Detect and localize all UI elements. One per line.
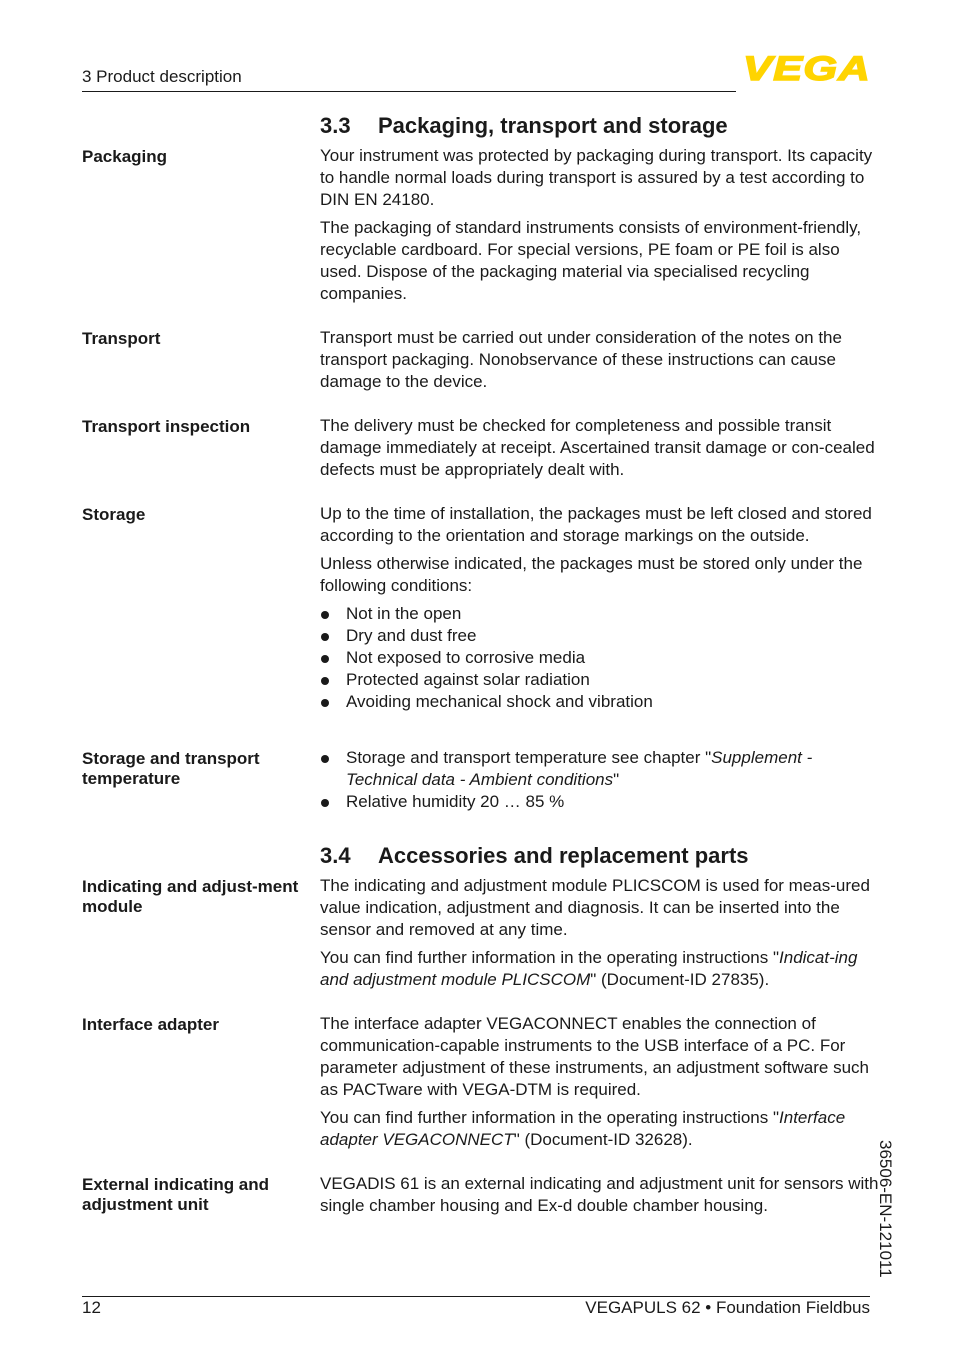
section-title: Accessories and replacement parts <box>378 843 749 868</box>
list-item: Protected against solar radiation <box>320 669 880 691</box>
document-reference: Indicat-ing and adjustment module PLICSCOM <box>320 948 858 989</box>
list-item: Not in the open <box>320 603 880 625</box>
packaging-para-2: The packaging of standard instruments consists of environment-friendly, recyclable cardboard. For special versions, PE foam or PE foil is also used. Dispose of the packaging material via specialised recycling companies. <box>320 218 862 303</box>
storage-para-1: Up to the time of installation, the packages must be left closed and stored according to the orientation and storage markings on the outside. <box>320 504 872 545</box>
text-run: " <box>613 770 620 789</box>
list-item: Not exposed to corrosive media <box>320 647 880 669</box>
text-run: " (Document-ID 32628). <box>513 1130 693 1149</box>
footer-rule <box>82 1296 870 1297</box>
transport-label: Transport <box>82 329 161 348</box>
text-run: You can find further information in the operating instructions " <box>320 1108 780 1127</box>
transport-inspection-para-1: The delivery must be checked for completeness and possible transit damage immediately at receipt. Ascertained transit damage or con-cealed defects must be appropriately dealt with. <box>320 416 875 479</box>
section-title: Packaging, transport and storage <box>378 113 728 138</box>
section-heading-3-3 <box>320 113 728 139</box>
storage-temperature-list <box>320 747 880 813</box>
list-item <box>320 747 880 791</box>
storage-temperature-text <box>320 747 880 813</box>
list-item: Dry and dust free <box>320 625 880 647</box>
page-number: 12 <box>82 1298 101 1317</box>
storage-para-2: Unless otherwise indicated, the packages must be stored only under the following conditions: <box>320 554 863 595</box>
indicating-module-text <box>320 875 880 997</box>
footer-title: VEGAPULS 62 • Foundation Fieldbus <box>585 1298 870 1317</box>
logo-text: VEGA <box>743 52 871 82</box>
section-heading-3-4 <box>320 843 749 869</box>
text-run: Storage and transport temperature see chapter " <box>346 748 712 767</box>
external-unit-label: External indicating and adjustment unit <box>82 1175 270 1214</box>
text-run: " (Document-ID 27835). <box>590 970 770 989</box>
storage-conditions-list <box>320 603 880 713</box>
packaging-para-1: Your instrument was protected by packaging during transport. Its capacity to handle normal loads during transport is assured by a test according to DIN EN 24180. <box>320 146 873 209</box>
chapter-reference: Supplement - Technical data - Ambient conditions <box>346 748 813 789</box>
section-number: 3.4 <box>320 843 351 868</box>
packaging-label: Packaging <box>82 147 168 166</box>
text-run: You can find further information in the operating instructions " <box>320 948 780 967</box>
external-unit-text <box>320 1173 880 1223</box>
running-header: 3 Product description <box>82 67 242 86</box>
external-unit-para-1: VEGADIS 61 is an external indicating and adjustment unit for sensors with single chamber housing and Ex-d double chamber housing. <box>320 1174 879 1215</box>
storage-label: Storage <box>82 505 146 524</box>
interface-adapter-para-2 <box>320 1107 880 1151</box>
interface-adapter-label: Interface adapter <box>82 1015 219 1034</box>
transport-inspection-text <box>320 415 880 487</box>
transport-para-1: Transport must be carried out under consideration of the notes on the transport packaging. Nonobservance of these instructions can cause damage to the device. <box>320 328 842 391</box>
interface-adapter-para-1: The interface adapter VEGACONNECT enables the connection of communication-capable instruments to the USB interface of a PC. For parameter adjustment of these instruments, an adjustment software such as PACTware with VEGA-DTM is required. <box>320 1014 869 1099</box>
document-reference: Interface adapter VEGACONNECT <box>320 1108 846 1149</box>
section-number: 3.3 <box>320 113 351 138</box>
indicating-module-label: Indicating and adjust-ment module <box>82 877 299 916</box>
document-id: 36506-EN-121011 <box>876 1140 895 1278</box>
indicating-module-para-2 <box>320 947 880 991</box>
storage-text <box>320 503 880 713</box>
header-rule <box>82 91 736 92</box>
transport-text <box>320 327 880 399</box>
vega-logo <box>742 52 872 82</box>
list-item: Relative humidity 20 … 85 % <box>320 791 880 813</box>
indicating-module-para-1: The indicating and adjustment module PLICSCOM is used for meas-ured value indication, adjustment and diagnosis. It can be inserted into the sensor and removed at any time. <box>320 876 870 939</box>
list-item: Avoiding mechanical shock and vibration <box>320 691 880 713</box>
storage-temperature-label: Storage and transport temperature <box>82 749 260 788</box>
transport-inspection-label: Transport inspection <box>82 417 251 436</box>
interface-adapter-text <box>320 1013 880 1157</box>
packaging-text <box>320 145 880 311</box>
